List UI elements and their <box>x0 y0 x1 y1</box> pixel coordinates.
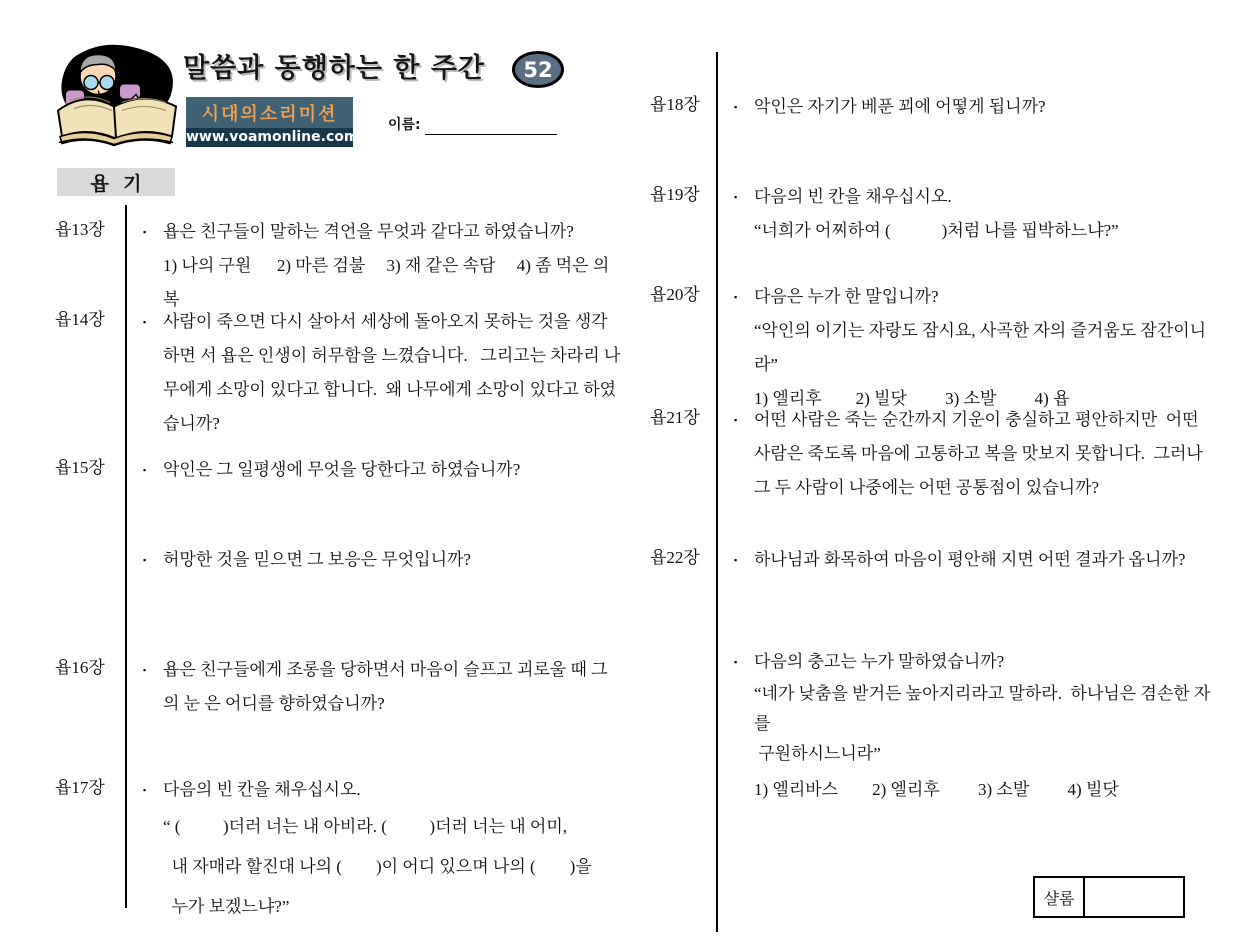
question <box>143 453 622 487</box>
shalom-blank-cell <box>1085 878 1183 916</box>
bullet-icon: ▪ <box>734 192 738 202</box>
question <box>143 653 622 721</box>
question-text: 사람이 죽으면 다시 살아서 세상에 돌아오지 못하는 것을 생각하면 서 욥은 인생이 허무함을 느꼈습니다. 그리고는 차라리 나무에게 소망이 있다고 합니다. 왜 나무에게 소망이 있다고 하였습니까? <box>163 312 621 433</box>
question <box>143 543 622 577</box>
mission-logo-url: www.voamonline.com <box>186 129 359 145</box>
question-row-job20 <box>645 272 1211 408</box>
bullet-icon: ▪ <box>143 555 147 565</box>
question <box>734 180 1211 214</box>
question-text: 악인은 그 일평생에 무엇을 당한다고 하였습니까? <box>163 460 521 479</box>
issue-number-badge: 52 <box>512 51 564 88</box>
bullet-icon: ▪ <box>734 102 738 112</box>
question-text: 어떤 사람은 죽는 순간까지 기운이 충실하고 평안하지만 어떤 사람은 죽도록 마음에 고통하고 복을 맛보지 못합니다. 그러나 그 두 사람이 나중에는 어떤 공통점이 있습니까? <box>754 410 1208 497</box>
question <box>734 645 1211 679</box>
page-title: 말씀과 동행하는 한 주간 <box>183 53 486 84</box>
question-text: 악인은 자기가 베푼 꾀에 어떻게 됩니까? <box>754 97 1046 116</box>
chapter-label: 욥17장 <box>55 778 105 797</box>
quote-line: “악인의 이기는 자랑도 잠시요, 사곡한 자의 즐거움도 잠간이니라” <box>754 321 1207 374</box>
bullet-icon: ▪ <box>734 292 738 302</box>
right-column <box>645 52 1211 932</box>
answer-choices: 1) 나의 구원 2) 마른 검불 3) 재 같은 속담 4) 좀 먹은 의복 <box>163 256 610 309</box>
bullet-icon: ▪ <box>143 665 147 675</box>
question-row-job14 <box>50 300 622 448</box>
shalom-score-box <box>1033 876 1185 918</box>
quote-line: 구원하시느니라” <box>754 744 881 763</box>
question-text: 허망한 것을 믿으면 그 보응은 무엇입니까? <box>163 550 471 569</box>
quote-line: “네가 낮춤을 받거든 높아지리라고 말하라. 하나님은 겸손한 자를 <box>754 684 1211 733</box>
answer-choices: 1) 엘리바스 2) 엘리후 3) 소발 4) 빌닷 <box>754 780 1119 799</box>
section-title-job: 욥 기 <box>57 168 175 196</box>
question-text: 다음은 누가 한 말입니까? <box>754 287 939 306</box>
bullet-icon: ▪ <box>734 657 738 667</box>
question-text: 욥은 친구들이 말하는 격언을 무엇과 같다고 하였습니까? <box>163 222 574 241</box>
question <box>734 90 1211 124</box>
question-row-job18 <box>645 52 1211 172</box>
chapter-label: 욥19장 <box>650 185 700 204</box>
question-row-job17 <box>50 768 622 916</box>
left-column <box>50 205 622 916</box>
answer-choices: 1) 엘리후 2) 빌닷 3) 소발 4) 욥 <box>754 389 1070 408</box>
mission-logo-name: 시대의소리미션 <box>186 97 353 128</box>
question-text: 다음의 빈 칸을 채우십시오. <box>754 187 952 206</box>
shalom-label: 샬롬 <box>1035 878 1085 916</box>
fill-in-quote-line: 내 자매라 할진대 나의 ( )이 어디 있으며 나의 ( )을 <box>163 857 592 876</box>
bullet-icon: ▪ <box>143 465 147 475</box>
question-text: 다음의 빈 칸을 채우십시오. <box>163 780 361 799</box>
bullet-icon: ▪ <box>143 227 147 237</box>
chapter-label: 욥13장 <box>55 220 105 239</box>
question-row-job22 <box>645 535 1211 932</box>
question-text: 하나님과 화목하여 마음이 평안해 지면 어떤 결과가 옵니까? <box>754 550 1186 569</box>
mission-logo <box>186 97 359 147</box>
chapter-label: 욥14장 <box>55 310 105 329</box>
question <box>734 280 1211 314</box>
question-row-job19 <box>645 172 1211 272</box>
question <box>734 543 1211 577</box>
fill-in-quote-line: 누가 보겠느냐?” <box>163 897 290 916</box>
chapter-label: 욥21장 <box>650 408 700 427</box>
reader-clipart-icon <box>50 38 185 156</box>
chapter-label: 욥20장 <box>650 285 700 304</box>
name-blank-line <box>425 116 557 135</box>
chapter-label: 욥16장 <box>55 658 105 677</box>
question <box>734 403 1211 505</box>
question <box>143 215 622 249</box>
fill-in-quote-line: “ ( )더러 너는 내 아비라. ( )더러 너는 내 어미, <box>163 817 568 836</box>
bullet-icon: ▪ <box>734 555 738 565</box>
fill-in-quote-line: “너희가 어찌하여 ( )처럼 나를 핍박하느냐?” <box>754 221 1119 240</box>
question-text: 다음의 충고는 누가 말하였습니까? <box>754 652 1005 671</box>
question-row-job16 <box>50 648 622 768</box>
bullet-icon: ▪ <box>734 415 738 425</box>
name-label: 이름: <box>388 117 421 133</box>
chapter-label: 욥22장 <box>650 548 700 567</box>
name-field-row <box>388 114 557 135</box>
chapter-label: 욥15장 <box>55 458 105 477</box>
question <box>143 305 622 441</box>
question <box>143 773 622 807</box>
question-row-job13 <box>50 205 622 309</box>
bullet-icon: ▪ <box>143 317 147 327</box>
chapter-label: 욥18장 <box>650 95 700 114</box>
bullet-icon: ▪ <box>143 785 147 795</box>
question-row-job21 <box>645 395 1211 535</box>
question-row-job15 <box>50 448 622 648</box>
question-text: 욥은 친구들에게 조롱을 당하면서 마음이 슬프고 괴로울 때 그의 눈 은 어디를 향하였습니까? <box>163 660 608 713</box>
